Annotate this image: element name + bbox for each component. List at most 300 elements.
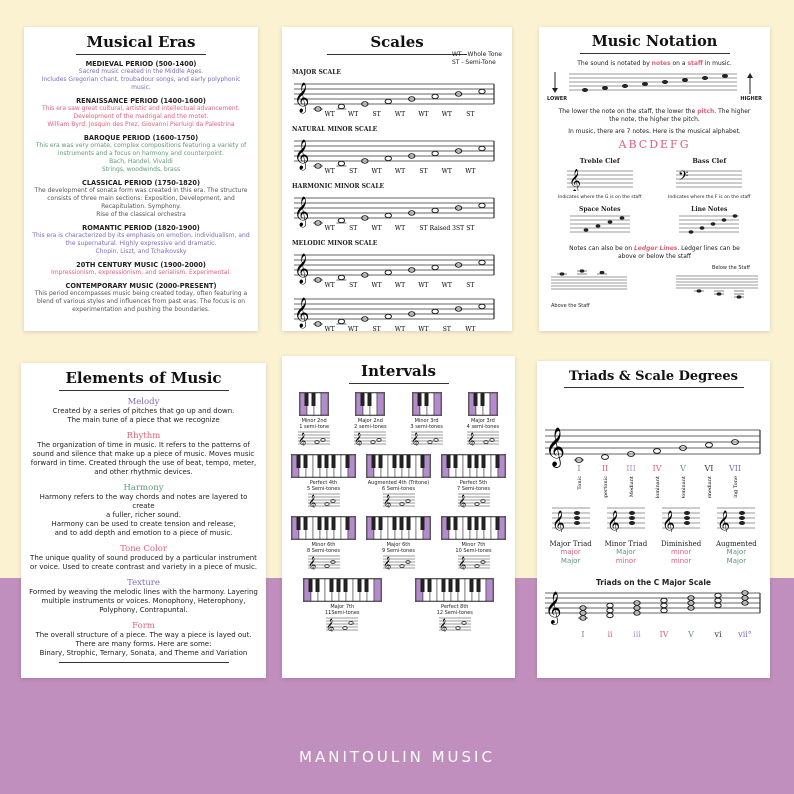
pitch-text-c: . The higher <box>714 108 751 115</box>
treble-note: Indicates where the G is on the staff <box>558 195 642 200</box>
era-text: The development of sonata form was created in this era. The structure <box>34 187 248 194</box>
alphabet-intro: In music, there are 7 notes. Here is the musical alphabet. <box>568 128 741 135</box>
interval-staff <box>466 430 500 446</box>
element-name: Rhythm <box>126 431 161 441</box>
triad-staff <box>606 504 646 532</box>
era-text: Rise of the classical orchestra <box>96 211 186 218</box>
whole-note <box>432 208 438 212</box>
scale-degree-numeral: VII <box>728 464 742 473</box>
eras-title-rule <box>76 54 206 55</box>
piano-keyboard-icon <box>291 454 356 478</box>
triad-quality: major <box>560 548 581 556</box>
whole-note <box>338 319 344 323</box>
whole-note <box>479 260 485 264</box>
alphabet-letter: A <box>618 138 629 151</box>
era-heading: MEDIEVAL PERIOD (500-1400) <box>85 60 197 68</box>
chord-numeral: I <box>581 630 585 639</box>
interval-staff <box>307 554 341 570</box>
step-label: WT <box>465 326 476 331</box>
chord-numeral: V <box>688 630 694 639</box>
scales-title: Scales <box>370 33 424 51</box>
treble-label: Treble Clef <box>579 157 620 165</box>
interval-name: Augmented 4th (Tritone) <box>367 480 430 486</box>
space-notes-block <box>550 206 650 239</box>
interval-name: Major 7th <box>330 604 355 610</box>
interval-item <box>291 454 356 512</box>
interval-name: Major 6th <box>386 542 411 548</box>
chord-note <box>661 598 667 602</box>
interval-keys <box>353 392 387 416</box>
chord-numeral: ii <box>607 630 613 639</box>
whole-note <box>338 161 344 165</box>
whole-note <box>432 151 438 155</box>
down-arrow-icon <box>552 88 558 93</box>
treble-clef-icon: 𝄞 <box>410 433 419 446</box>
treble-clef-icon: 𝄞 <box>438 619 448 632</box>
element-text: a fuller, richer sound. <box>106 511 181 519</box>
piano-keyboard-icon <box>303 578 382 602</box>
step-label: WT <box>348 326 359 331</box>
whole-note <box>432 94 438 98</box>
intro-text-a: The sound is notated by <box>577 60 652 67</box>
step-label: WT <box>418 326 429 331</box>
treble-clef-icon: 𝄞 <box>294 197 310 227</box>
interval-desc: 8 Semi-tones <box>307 548 340 554</box>
treble-clef-icon: 𝄞 <box>545 591 562 624</box>
step-label: WT <box>348 111 359 118</box>
ledger-text-c: . Ledger lines can be <box>677 245 740 252</box>
step-label: WT <box>441 111 452 118</box>
step-label: WT <box>418 282 429 289</box>
chord-note <box>607 608 613 612</box>
card-triads <box>537 361 770 678</box>
intro-staff: staff <box>687 60 703 67</box>
chord-note <box>607 613 613 617</box>
treble-clef-icon: 𝄞 <box>606 511 620 532</box>
scale-name: MELODIC MINOR SCALE <box>292 240 378 247</box>
interval-desc: 10 Semi-tones <box>455 548 492 554</box>
space-notes-staff <box>568 213 632 235</box>
era-text: Development of the madrigal and the motet. <box>73 113 209 120</box>
scale-degree-name: Mediant <box>629 476 635 498</box>
scales-legend <box>452 51 502 67</box>
eras-title: Musical Eras <box>86 33 196 51</box>
treble-clef-icon: 𝄞 <box>294 140 310 170</box>
space-line-row <box>545 206 764 239</box>
era-heading: CONTEMPORARY MUSIC (2000-PRESENT) <box>65 282 217 290</box>
era-text: Chopin, Liszt, and Tchaikovsky <box>95 248 187 255</box>
interval-desc: 1 semi-tone <box>299 424 330 430</box>
era-text: Sacred music created in the Middle Ages. <box>78 68 204 75</box>
piano-keyboard-icon <box>299 392 329 416</box>
scale-staff <box>288 78 498 118</box>
interval-name: Perfect 4th <box>309 480 338 486</box>
notation-title: Music Notation <box>591 33 718 50</box>
treble-clef-block <box>550 157 650 200</box>
era-text: experimentation and pushing the boundaries. <box>72 306 210 313</box>
interval-staff <box>325 616 359 632</box>
step-label: WT <box>394 225 406 232</box>
interval-name: Major 3rd <box>470 418 495 424</box>
c-major-triads-staff <box>543 587 764 641</box>
era-text: Impressionism, expressionism, and serialism. Experimental. <box>51 269 231 276</box>
whole-note <box>385 99 391 103</box>
interval-keys <box>291 516 356 540</box>
interval-keys <box>410 392 444 416</box>
bass-clef-block <box>659 157 759 200</box>
piano-keyboard-icon <box>441 454 506 478</box>
card-elements-of-music <box>21 363 266 678</box>
legend-wt: WT - Whole Tone <box>451 51 502 58</box>
piano-keyboard-icon <box>468 392 498 416</box>
scale-degree-staff <box>543 388 764 498</box>
scale-staff-descending <box>288 293 498 331</box>
card-music-notation <box>539 27 770 331</box>
interval-staff <box>382 554 416 570</box>
interval-keys <box>366 516 431 540</box>
triad-quality: minor <box>670 548 692 556</box>
whole-note <box>479 203 485 207</box>
interval-desc: 12 Semi-tones <box>436 610 473 616</box>
scale-degree-name: Leading Tone <box>733 476 739 498</box>
pitch-text-d: the note, the higher the pitch. <box>609 116 700 123</box>
chord-note <box>607 603 613 607</box>
triad-type-name: Minor Triad <box>604 540 648 548</box>
chord-note <box>661 603 667 607</box>
triad-staff <box>551 504 591 532</box>
interval-keys <box>291 454 356 478</box>
chord-note <box>661 608 667 612</box>
whole-note <box>479 146 485 150</box>
treble-clef-icon: 𝄞 <box>457 557 466 570</box>
era-text: William Byrd, Josquin des Prez, Giovanni Pierluigi da Palestrina <box>47 121 235 128</box>
element-name: Tone Color <box>120 544 167 554</box>
step-label: ST <box>419 168 428 175</box>
notation-intro <box>545 60 764 68</box>
alphabet-letter: B <box>628 138 639 151</box>
interval-keys <box>441 516 506 540</box>
step-label: WT <box>418 111 429 118</box>
pitch-text-a: The lower the note on the staff, the lower the <box>558 108 698 115</box>
whole-note <box>338 275 344 279</box>
element-text: Created by a series of pitches that go up and down. <box>52 407 235 415</box>
piano-keyboard-icon <box>366 454 431 478</box>
element-text: The organization of time in music. It refers to the patterns of <box>37 441 250 449</box>
step-label: WT <box>394 168 406 175</box>
pitch-text <box>545 108 764 124</box>
interval-name: Perfect 5th <box>459 480 488 486</box>
treble-clef-staff <box>565 165 635 191</box>
scale-degree-numeral: VI <box>704 464 714 473</box>
element-text: Binary, Strophic, Ternary, Sonata, and Theme and Variation <box>39 649 248 657</box>
bass-clef-staff <box>674 165 744 191</box>
element-name: Form <box>132 621 155 631</box>
step-label: ST <box>442 326 451 331</box>
era-text: Includes Gregorian chant, troubadour songs, and early polyphonic <box>41 76 241 83</box>
whole-note <box>432 265 438 269</box>
element-text: and other rhythmic devices. <box>94 468 193 476</box>
ledger-text-d: above or below the staff <box>617 253 692 260</box>
triad-type <box>655 504 707 566</box>
step-label: WT <box>371 168 382 175</box>
ledger-text-a: Notes can also be on <box>569 245 634 252</box>
scales-list <box>288 69 506 331</box>
element-text: multiple instruments or voices. Monophony, Heterophony, <box>41 597 246 605</box>
elements-title: Elements of Music <box>65 369 222 387</box>
era-text: blend of various styles and influences from past eras. The focus is on <box>36 298 246 305</box>
intervals-title-rule <box>349 383 449 384</box>
step-label: WT <box>394 326 406 331</box>
era-text: the supernatural. Highly expressive and dramatic. <box>65 240 217 247</box>
step-label: WT <box>465 168 476 175</box>
interval-keys <box>415 578 494 602</box>
interval-staff <box>410 430 444 446</box>
scale-degree-numeral: IV <box>652 464 662 473</box>
interval-staff <box>457 492 491 508</box>
era-text: music. <box>131 84 151 91</box>
whole-note <box>479 304 485 308</box>
whole-note <box>706 443 713 448</box>
piano-keyboard-icon <box>415 578 494 602</box>
scale-name: NATURAL MINOR SCALE <box>292 126 378 133</box>
scale-degree-numeral: I <box>577 464 581 473</box>
element-text: and to add depth and emotion to a piece of music. <box>54 529 233 537</box>
chord-note <box>715 593 721 597</box>
interval-keys <box>303 578 382 602</box>
element-text: forward in time. Created through the use of beat, tempo, meter, <box>30 459 257 467</box>
whole-note <box>385 213 391 217</box>
treble-clef-icon: 𝄞 <box>326 619 335 632</box>
era-text: Bach, Handel, Vivaldi <box>109 158 173 165</box>
alphabet-letter: D <box>649 138 661 151</box>
piano-keyboard-icon <box>355 392 385 416</box>
whole-note <box>385 156 391 160</box>
step-label: WT <box>441 168 452 175</box>
scale-staff <box>288 192 498 232</box>
lower-label: LOWER <box>547 96 568 102</box>
element-text: There are many forms. Here are some: <box>75 640 212 648</box>
pitch-word: pitch <box>697 108 715 115</box>
triad-type-name: Augmented <box>715 540 757 548</box>
alphabet-letter: C <box>638 138 650 151</box>
era-heading: BAROQUE PERIOD (1600-1750) <box>83 134 199 142</box>
interval-staff <box>382 492 416 508</box>
era-text: Strings, woodwinds, brass <box>101 166 181 173</box>
higher-label: HIGHER <box>740 96 762 102</box>
treble-clef-icon: 𝄞 <box>294 254 310 284</box>
interval-name: Minor 6th <box>311 542 336 548</box>
triad-type <box>545 504 597 566</box>
interval-row <box>286 578 511 636</box>
treble-clef-icon: 𝄞 <box>662 511 676 532</box>
interval-staff <box>457 554 491 570</box>
card-intervals <box>282 356 515 678</box>
triad-quality: Major <box>726 548 747 556</box>
interval-desc: 11Semi-tones <box>324 610 360 616</box>
piano-keyboard-icon <box>412 392 442 416</box>
interval-keys <box>466 392 500 416</box>
eras-list <box>29 60 253 314</box>
element-text: Harmony refers to the way chords and notes are layered to create <box>39 493 248 510</box>
clef-row <box>545 157 764 200</box>
interval-item <box>466 392 500 450</box>
element-text: Polyphony, Contrapuntal. <box>99 606 188 614</box>
era-heading: 20TH CENTURY MUSIC (1900-2000) <box>76 261 206 269</box>
step-label: WT <box>324 168 335 175</box>
step-label: WT <box>394 282 406 289</box>
above-staff-example <box>549 269 629 293</box>
interval-keys <box>366 454 431 478</box>
interval-desc: 4 semi-tones <box>466 424 500 430</box>
scale-degree-name: Supertonic <box>603 476 609 498</box>
interval-item <box>297 392 331 450</box>
line-label: Line Notes <box>691 206 728 213</box>
whole-note <box>338 218 344 222</box>
interval-name: Minor 3rd <box>414 418 439 424</box>
element-name: Harmony <box>123 483 164 493</box>
interval-staff <box>438 616 472 632</box>
alphabet-letter: E <box>660 138 671 151</box>
step-label: WT <box>324 225 335 232</box>
era-text: This era is characterized by its emphasis on emotion, individualism, and <box>32 232 250 239</box>
ledger-text <box>545 245 764 261</box>
interval-desc: 9 Semi-tones <box>382 548 415 554</box>
step-label: ST <box>372 111 381 118</box>
step-label: ST <box>466 225 475 232</box>
step-label: ST <box>372 326 381 331</box>
treble-clef-icon: 𝄞 <box>717 511 731 532</box>
step-label: ST <box>349 225 358 232</box>
era-text: instruments and a focus on harmony and counterpoint. <box>57 150 225 157</box>
chord-note <box>715 598 721 602</box>
step-label: ST <box>349 168 358 175</box>
scales-title-rule <box>327 54 467 55</box>
chord-note <box>715 603 721 607</box>
element-name: Melody <box>127 397 160 407</box>
triad-staff <box>716 504 756 532</box>
above-staff-label: Above the Staff <box>551 303 590 309</box>
interval-staff <box>353 430 387 446</box>
line-notes-block <box>659 206 759 239</box>
piano-keyboard-icon <box>441 516 506 540</box>
era-heading: CLASSICAL PERIOD (1750-1820) <box>82 179 200 187</box>
line-notes-staff <box>677 213 741 235</box>
triad-type <box>710 504 762 566</box>
interval-item <box>291 516 356 574</box>
scale-degree-numeral: II <box>601 464 609 473</box>
whole-note <box>654 449 661 454</box>
treble-clef-icon: 𝄞 <box>294 298 310 328</box>
bass-label: Bass Clef <box>692 157 727 165</box>
piano-keyboard-icon <box>366 516 431 540</box>
treble-clef-icon: 𝄞 <box>466 433 476 446</box>
step-label: Raised 3ST <box>429 225 465 232</box>
step-label: ST <box>466 111 475 118</box>
step-label: WT <box>371 282 382 289</box>
pitch-notes <box>582 74 728 92</box>
element-text: or voice. Used to create contrast and variety in a piece of music. <box>29 563 258 571</box>
scale-degree-numeral: V <box>680 464 686 473</box>
treble-clef-icon: 𝄞 <box>307 557 316 570</box>
scale-name: HARMONIC MINOR SCALE <box>292 183 385 190</box>
whole-note <box>432 309 438 313</box>
card-scales <box>282 27 512 331</box>
whole-note <box>385 270 391 274</box>
ledger-examples <box>545 265 764 315</box>
elements-bottom-rule <box>59 662 229 663</box>
interval-item <box>366 516 431 574</box>
scale-degree-name: Subdominant <box>655 476 661 498</box>
triad-type-name: Diminished <box>661 540 702 548</box>
piano-keyboard-icon <box>291 516 356 540</box>
alphabet-letter: F <box>670 138 680 151</box>
interval-name: Minor 2nd <box>301 418 327 424</box>
interval-keys <box>297 392 331 416</box>
step-label: WT <box>371 225 382 232</box>
interval-staff <box>297 430 331 446</box>
elements-list <box>28 397 259 658</box>
element-text: The main tune of a piece that we recognize <box>67 416 220 424</box>
chord-numeral: vii° <box>738 630 752 639</box>
step-label: WT <box>324 326 335 331</box>
intervals-grid <box>286 392 511 636</box>
element-text: Harmony can be used to create tension and release, <box>51 520 236 528</box>
scale-name: MAJOR SCALE <box>292 69 341 76</box>
legend-st: ST - Semi-Tone <box>451 59 496 66</box>
era-text: Recapitulation. Symphony. <box>101 203 181 210</box>
whole-note <box>602 455 609 460</box>
whole-note <box>338 104 344 108</box>
interval-row <box>286 392 511 450</box>
interval-keys <box>441 454 506 478</box>
interval-desc: 5 Semi-tones <box>307 486 340 492</box>
interval-name: Major 2nd <box>357 418 383 424</box>
scale-degree-numeral: III <box>626 464 636 473</box>
step-label: WT <box>324 111 335 118</box>
era-heading: ROMANTIC PERIOD (1820-1900) <box>82 224 200 232</box>
step-label: WT <box>324 282 335 289</box>
bass-note: Indicates where the F is on the staff <box>668 195 751 200</box>
element-text: Formed by weaving the melodic lines with the harmony. Layering <box>29 588 258 596</box>
triad-quality: Major <box>616 548 636 556</box>
triad-quality: minor <box>670 557 692 565</box>
intro-text-c: on a <box>670 60 688 67</box>
interval-item <box>415 578 494 636</box>
interval-row <box>286 454 511 512</box>
intro-text-e: in music. <box>702 60 732 67</box>
element-text: sound and silence that make up a piece of music. Moves music <box>32 450 255 458</box>
triad-type <box>600 504 652 566</box>
brand-footer: MANITOULIN MUSIC <box>299 748 495 766</box>
era-text: consists of three main sections: Exposition, Development, and <box>47 195 235 202</box>
treble-clef-icon: 𝄞 <box>354 433 363 446</box>
interval-staff <box>307 492 341 508</box>
interval-desc: 7 Semi-tones <box>457 486 490 492</box>
treble-clef-icon: 𝄞 <box>298 433 307 446</box>
scale-degree-name: Dominant <box>681 476 687 498</box>
step-label: WT <box>441 282 452 289</box>
interval-name: Perfect 8th <box>441 604 469 610</box>
interval-item <box>441 454 506 512</box>
interval-item <box>353 392 387 450</box>
era-heading: RENAISSANCE PERIOD (1400-1600) <box>76 97 206 105</box>
interval-desc: 3 semi-tones <box>410 424 443 430</box>
element-text: The unique quality of sound produced by a particular instrument <box>30 554 257 562</box>
intro-notes: notes <box>651 60 671 67</box>
step-label: WT <box>394 111 406 118</box>
intervals-title: Intervals <box>361 362 436 380</box>
below-staff-example <box>674 273 760 301</box>
